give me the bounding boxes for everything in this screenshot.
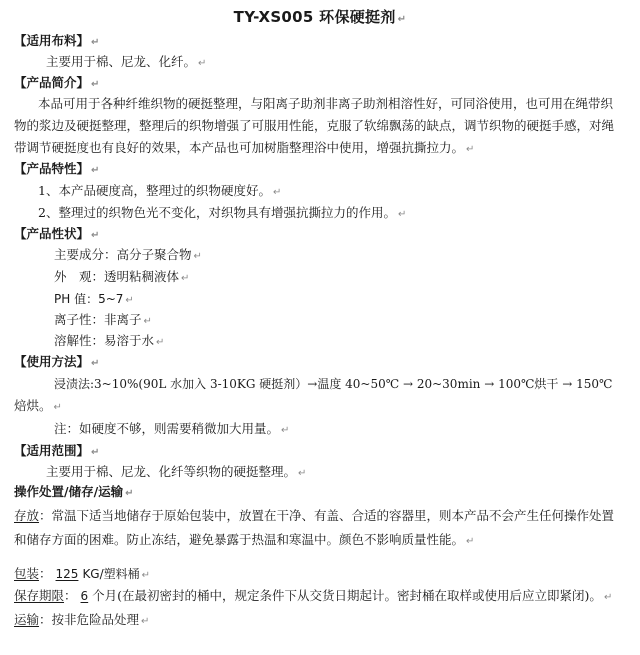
paragraph-mark-icon: ↵ <box>141 570 151 581</box>
paragraph-mark-icon: ↵ <box>91 165 100 176</box>
paragraph-mark-icon: ↵ <box>281 425 290 436</box>
storage-line-2: 和储存方面的困难。防止冻结，避免暴露于热温和寒温中。颜色不影响质量性能。 ↵ <box>14 532 475 547</box>
shelf-life-line: 保存期限： 6 个月(在最初密封的桶中，规定条件下从交货日期起计。密封桶在取样或使用后应立即紧闭)。 ↵ <box>14 588 613 603</box>
paragraph-mark-icon: ↵ <box>193 251 202 262</box>
property-solubility: 溶解性：易溶于水 ↵ <box>54 333 165 348</box>
usage-method-line-1: 浸渍法:3~10%(90L 水加入 3-10KG 硬挺剂）→温度 40~50℃ → 20~30min → 100℃烘干 → 150℃ <box>54 377 613 391</box>
intro-line-3: 带调节硬挺度也有良好的效果，本产品也可加树脂整理浴中使用，增强抗撕拉力。 ↵ <box>14 140 475 155</box>
intro-line-2: 物的浆边及硬挺整理，整理后的织物增强了可服用性能，克服了软绵飘荡的缺点，调节织物的硬挺手感，对绳 <box>14 118 615 133</box>
paragraph-mark-icon: ↵ <box>91 37 100 48</box>
section-heading-scope: 【适用范围】 ↵ <box>14 443 100 458</box>
section-heading-features: 【产品特性】 ↵ <box>14 161 100 176</box>
paragraph-mark-icon: ↵ <box>125 488 134 499</box>
shelf-life-value: 6 <box>80 589 89 603</box>
paragraph-mark-icon: ↵ <box>91 79 100 90</box>
section-heading-usage: 【使用方法】 ↵ <box>14 354 100 369</box>
property-appearance: 外 观：透明粘稠液体 ↵ <box>54 269 190 284</box>
transport-label: 运输 <box>14 612 40 627</box>
intro-line-1: 本品可用于各种纤维织物的硬挺整理，与阳离子助剂非离子助剂相溶性好，可同浴使用，也可用在绳带织 <box>38 96 614 111</box>
scope-text: 主要用于棉、尼龙、化纤等织物的硬挺整理。 ↵ <box>46 464 307 479</box>
paragraph-mark-icon: ↵ <box>397 14 407 25</box>
packaging-value: 125 <box>55 567 79 581</box>
title-text: TY-XS005 环保硬挺剂 <box>233 8 396 26</box>
paragraph-mark-icon: ↵ <box>603 592 613 603</box>
paragraph-mark-icon: ↵ <box>91 358 100 369</box>
paragraph-mark-icon: ↵ <box>125 295 134 306</box>
property-ph: PH 值：5~7 ↵ <box>54 292 134 306</box>
usage-method-line-2: 焙烘。 ↵ <box>14 398 62 413</box>
property-ionic: 离子性：非离子 ↵ <box>54 312 152 327</box>
packaging-label: 包装 <box>14 566 40 581</box>
feature-item-1: 1、本产品硬度高，整理过的织物硬度好。 ↵ <box>38 183 282 198</box>
section-heading-handling: 操作处置/储存/运输 ↵ <box>14 484 134 499</box>
section-heading-properties: 【产品性状】 ↵ <box>14 226 100 241</box>
paragraph-mark-icon: ↵ <box>466 536 475 547</box>
paragraph-mark-icon: ↵ <box>91 230 100 241</box>
property-main-component: 主要成分：高分子聚合物 ↵ <box>54 247 202 262</box>
paragraph-mark-icon: ↵ <box>298 468 307 479</box>
paragraph-mark-icon: ↵ <box>141 616 150 627</box>
fabrics-text: 主要用于棉、尼龙、化纤。 ↵ <box>46 54 207 69</box>
shelf-life-label: 保存期限 <box>14 588 65 603</box>
section-heading-fabrics: 【适用布料】 ↵ <box>14 33 100 48</box>
packaging-line: 包装： 125 KG/塑料桶 ↵ <box>14 566 151 581</box>
paragraph-mark-icon: ↵ <box>397 209 407 220</box>
storage-label: 存放 <box>14 508 40 523</box>
paragraph-mark-icon: ↵ <box>272 187 282 198</box>
packaging-unit: KG/塑料桶 <box>82 567 140 581</box>
storage-line-1: 存放：常温下适当地储存于原始包装中，放置在干净、有盖、合适的容器里，则本产品不会产生任何操作处置 <box>14 508 615 523</box>
paragraph-mark-icon: ↵ <box>143 316 152 327</box>
paragraph-mark-icon: ↵ <box>156 337 165 348</box>
paragraph-mark-icon: ↵ <box>181 273 190 284</box>
paragraph-mark-icon: ↵ <box>91 447 100 458</box>
feature-item-2: 2、整理过的织物色光不变化，对织物具有增强抗撕拉力的作用。 ↵ <box>38 205 407 220</box>
transport-line: 运输：按非危险品处理 ↵ <box>14 612 150 627</box>
paragraph-mark-icon: ↵ <box>198 58 207 69</box>
paragraph-mark-icon: ↵ <box>53 402 62 413</box>
section-heading-intro: 【产品简介】 ↵ <box>14 75 100 90</box>
document-title <box>0 6 640 27</box>
paragraph-mark-icon: ↵ <box>466 144 475 155</box>
usage-note: 注：如硬度不够，则需要稍微加大用量。 ↵ <box>54 421 290 436</box>
